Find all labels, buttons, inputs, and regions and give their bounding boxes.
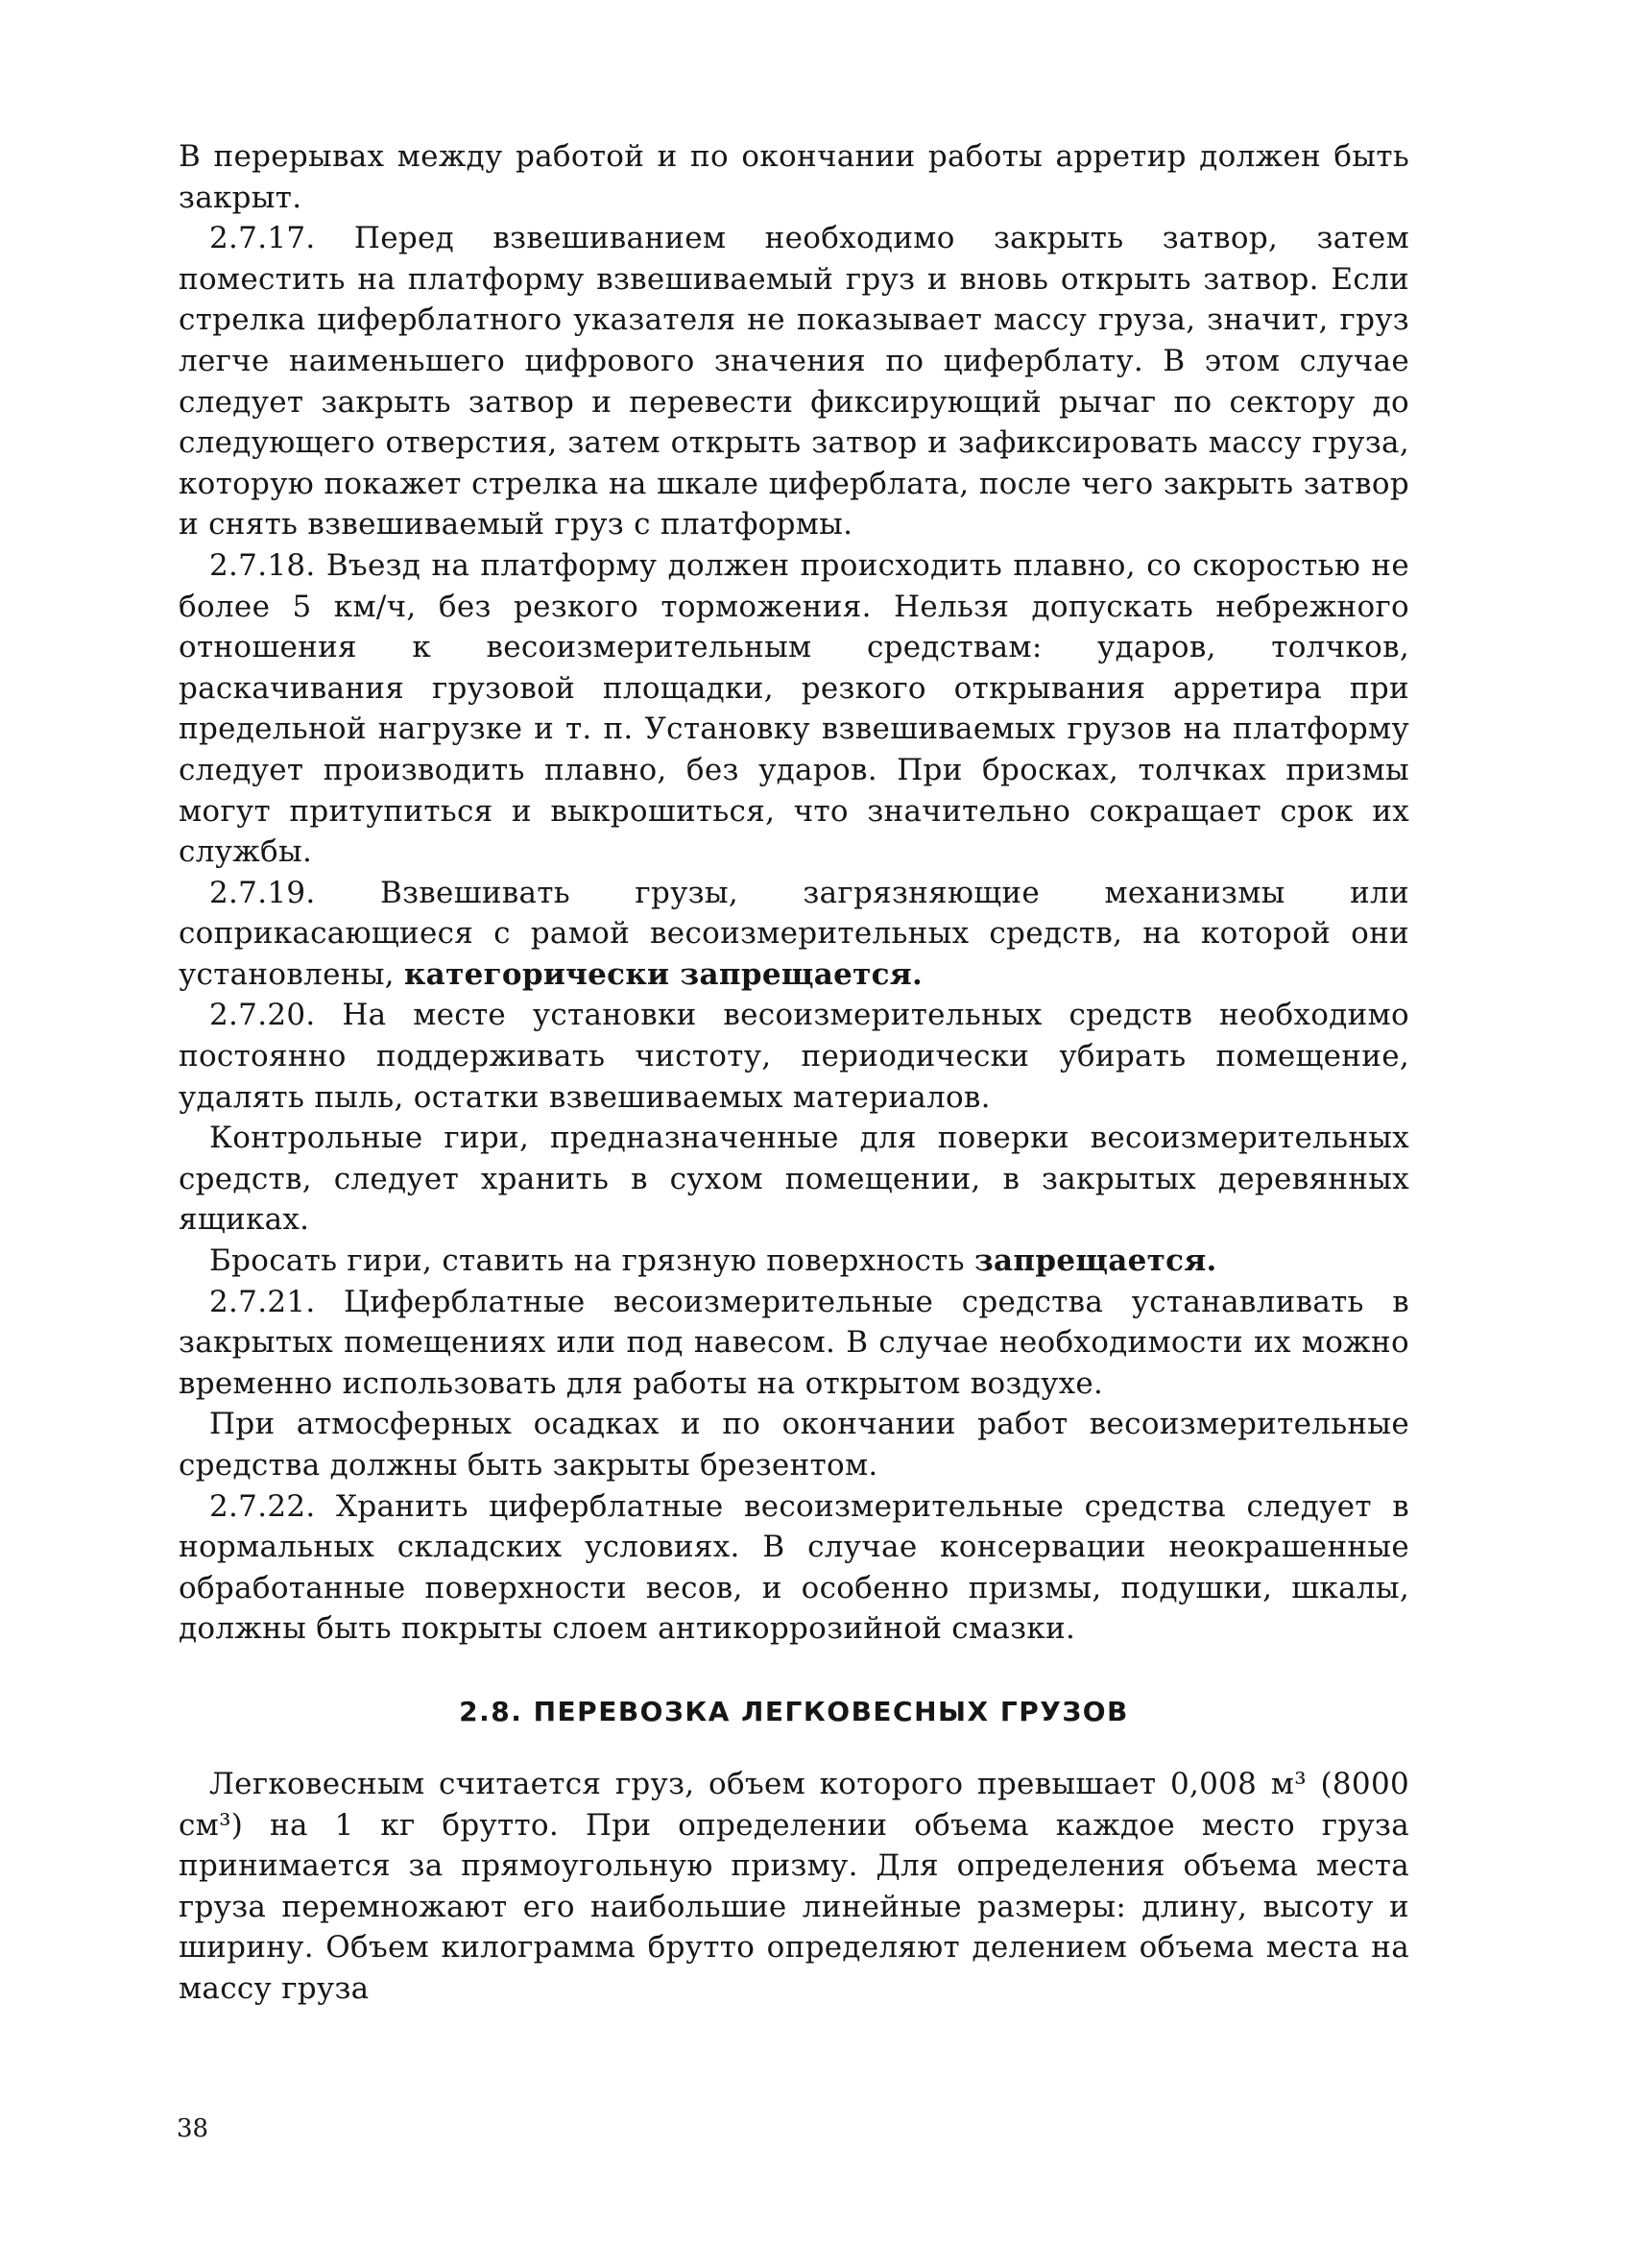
paragraph: В перерывах между работой и по окончании работы арретир должен быть закрыт. <box>179 139 1409 215</box>
paragraph <box>179 1241 1409 1282</box>
emphasis-text: запрещается. <box>973 1243 1217 1279</box>
paragraph: При атмосферных осадках и по окончании работ весоизмерительные средства должны быть закрыты брезентом. <box>179 1407 1409 1483</box>
paragraph-2-7-20: 2.7.20. На месте установки весоизмерительных средств необходимо постоянно поддерживать чистоту, периодически убирать помещение, удалять пыль, остатки взвешиваемых материалов. <box>179 998 1409 1115</box>
section-heading: 2.8. ПЕРЕВОЗКА ЛЕГКОВЕСНЫХ ГРУЗОВ <box>459 1695 1129 1727</box>
paragraph-2-7-18: 2.7.18. Въезд на платформу должен происходить плавно, со скоростью не более 5 км/ч, без резкого торможения. Нельзя допускать небрежного отношения к весоизмерительным средствам: ударов, толчков, раскачивания грузовой площадки, резкого открывания арретира при предельной нагрузке и т. п. Установку взвешиваемых грузов на платформу следует производить плавно, без ударов. При бросках, толчках призмы могут притупиться и выкрошиться, что значительно сокращает срок их службы. <box>179 547 1409 870</box>
paragraph-2-7-17: 2.7.17. Перед взвешиванием необходимо закрыть затвор, затем поместить на платформу взвешиваемый груз и вновь открыть затвор. Если стрелка циферблатного указателя не показывает массу груза, значит, груз легче наименьшего цифрового значения по циферблату. В этом случае следует закрыть затвор и перевести фиксирующий рычаг по сектору до следующего отверстия, затем открыть затвор и зафиксировать массу груза, которую покажет стрелка на шкале циферблата, после чего закрыть затвор и снять взвешиваемый груз с платформы. <box>179 221 1409 543</box>
paragraph-text: Бросать гири, ставить на грязную поверхность <box>209 1243 965 1279</box>
paragraph: Легковесным считается груз, объем которого превышает 0,008 м³ (8000 см³) на 1 кг брутто. При определении объема каждое место груза принимается за прямоугольную призму. Для определения объема места груза перемножают его наибольшие линейные размеры: длину, высоту и ширину. Объем килограмма брутто определяют делением объема места на массу груза <box>179 1766 1409 2006</box>
emphasis-text: категорически запрещается. <box>404 956 924 992</box>
paragraph-2-7-19 <box>179 873 1409 996</box>
page-body <box>179 136 1409 2010</box>
page-number: 38 <box>177 2114 209 2143</box>
paragraph-text: 2.7.19. Взвешивать грузы, загрязняющие механизмы или соприкасающиеся с рамой весоизмерительных средств, на которой они установлены, <box>179 875 1409 992</box>
paragraph-2-7-22: 2.7.22. Хранить циферблатные весоизмерительные средства следует в нормальных складских условиях. В случае консервации неокрашенные обработанные поверхности весов, и особенно призмы, подушки, шкалы, должны быть покрыты слоем антикоррозийной смазки. <box>179 1488 1409 1647</box>
paragraph-2-7-21: 2.7.21. Циферблатные весоизмерительные средства устанавливать в закрытых помещениях или под навесом. В случае необходимости их можно временно использовать для работы на открытом воздухе. <box>179 1284 1409 1401</box>
paragraph: Контрольные гири, предназначенные для поверки весоизмерительных средств, следует хранить в сухом помещении, в закрытых деревянных ящиках. <box>179 1121 1409 1238</box>
